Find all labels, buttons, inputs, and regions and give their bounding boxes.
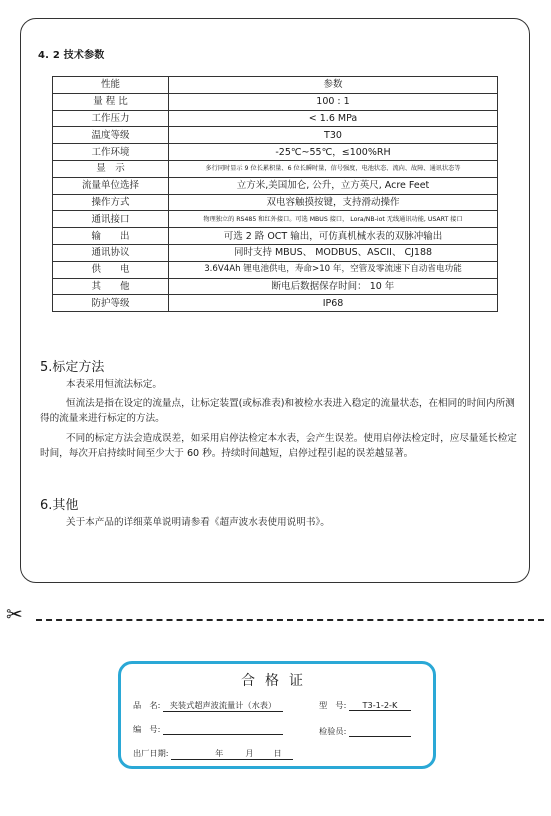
year-label: 年: [215, 748, 224, 758]
model-label: 型 号:: [319, 700, 347, 710]
date-field[interactable]: [171, 748, 293, 760]
month-label: 月: [245, 748, 254, 758]
date-label: 出厂日期:: [133, 748, 169, 758]
date-row: [133, 748, 293, 760]
row-value: 可选 2 路 OCT 输出，可仿真机械水表的双脉冲输出: [169, 228, 498, 245]
table-row: [53, 93, 498, 110]
scissors-icon: ✂: [6, 602, 23, 626]
serial-field[interactable]: [163, 724, 283, 735]
inspector-row: [319, 726, 411, 737]
inspector-label: 检验员:: [319, 726, 347, 736]
row-label: 操作方式: [53, 194, 169, 211]
inspector-field[interactable]: [349, 726, 411, 737]
table-header-value: 参数: [169, 77, 498, 94]
serial-row: [133, 724, 283, 735]
product-value: 夹装式超声波流量计（水表）: [163, 700, 283, 712]
table-row: [53, 177, 498, 194]
row-value: -25℃~55℃，≤100%RH: [169, 144, 498, 161]
table-row: [53, 194, 498, 211]
table-row: [53, 211, 498, 228]
model-value: T3-1-2-K: [349, 700, 411, 711]
section5-paragraph-1: 本表采用恒流法标定。: [66, 379, 162, 390]
table-row: [53, 295, 498, 312]
row-value: 双电容触摸按键，支持滑动操作: [169, 194, 498, 211]
section6-paragraph-1: 关于本产品的详细菜单说明请参看《超声波水表使用说明书》。: [66, 517, 330, 528]
row-value: < 1.6 MPa: [169, 110, 498, 127]
row-label: 温度等级: [53, 127, 169, 144]
table-row: [53, 144, 498, 161]
row-label: 防护等级: [53, 295, 169, 312]
row-value: 多行同时显示 9 位长累积量、6 位长瞬时量，信号强度，电池状态、流向、故障、通讯状态等: [169, 160, 498, 177]
table-row: [53, 244, 498, 261]
row-value: 3.6V4Ah 锂电池供电，寿命>10 年，空管及零流速下自动省电功能: [169, 261, 498, 278]
row-label: 工作压力: [53, 110, 169, 127]
table-row: [53, 110, 498, 127]
product-label: 品 名:: [133, 700, 161, 710]
table-row: [53, 160, 498, 177]
section-title: 4. 2 技术参数: [38, 50, 105, 61]
section5-title: 5.标定方法: [40, 360, 105, 375]
section5-paragraph-3: 不同的标定方法会造成误差，如采用启停法检定本水表，会产生误差。使用启停法检定时，应尽量延长检定时间，每次开启持续时间至少大于 60 秒。持续时间越短，启停过程引起的误差越显著。: [40, 433, 517, 459]
product-row: [133, 700, 283, 712]
row-value: 立方米,美国加仑, 公升，立方英尺, Acre Feet: [169, 177, 498, 194]
row-label: 其 他: [53, 278, 169, 295]
row-label: 通讯接口: [53, 211, 169, 228]
model-row: [319, 700, 411, 711]
row-value: 断电后数据保存时间： 10 年: [169, 278, 498, 295]
spec-table: [52, 76, 498, 312]
row-value: IP68: [169, 295, 498, 312]
section6-title: 6.其他: [40, 498, 79, 513]
table-row: [53, 228, 498, 245]
row-value: 物理独立的 RS485 和红外接口。可选 MBUS 接口， Lora/NB-iot 无线通讯功能, USART 接口: [169, 211, 498, 228]
serial-label: 编 号:: [133, 724, 161, 734]
row-label: 量 程 比: [53, 93, 169, 110]
table-row: [53, 261, 498, 278]
table-header-row: [53, 77, 498, 94]
row-value: T30: [169, 127, 498, 144]
row-label: 流量单位选择: [53, 177, 169, 194]
row-label: 输 出: [53, 228, 169, 245]
table-row: [53, 127, 498, 144]
certificate-title: 合格证: [241, 673, 313, 689]
row-label: 工作环境: [53, 144, 169, 161]
certificate-card: [118, 661, 436, 769]
dashed-divider: [36, 619, 544, 621]
day-label: 日: [273, 748, 282, 758]
table-row: [53, 278, 498, 295]
row-label: 供 电: [53, 261, 169, 278]
row-label: 通讯协议: [53, 244, 169, 261]
row-label: 显 示: [53, 160, 169, 177]
row-value: 同时支持 MBUS、 MODBUS、ASCII、 CJ188: [169, 244, 498, 261]
section5-paragraph-2: 恒流法是指在设定的流量点，让标定装置(或标准表)和被检水表进入稳定的流量状态，在相同的时间内所测得的流量来进行标定的方法。: [40, 398, 515, 424]
cut-line: [6, 602, 544, 630]
row-value: 100 : 1: [169, 93, 498, 110]
table-header-label: 性能: [53, 77, 169, 94]
